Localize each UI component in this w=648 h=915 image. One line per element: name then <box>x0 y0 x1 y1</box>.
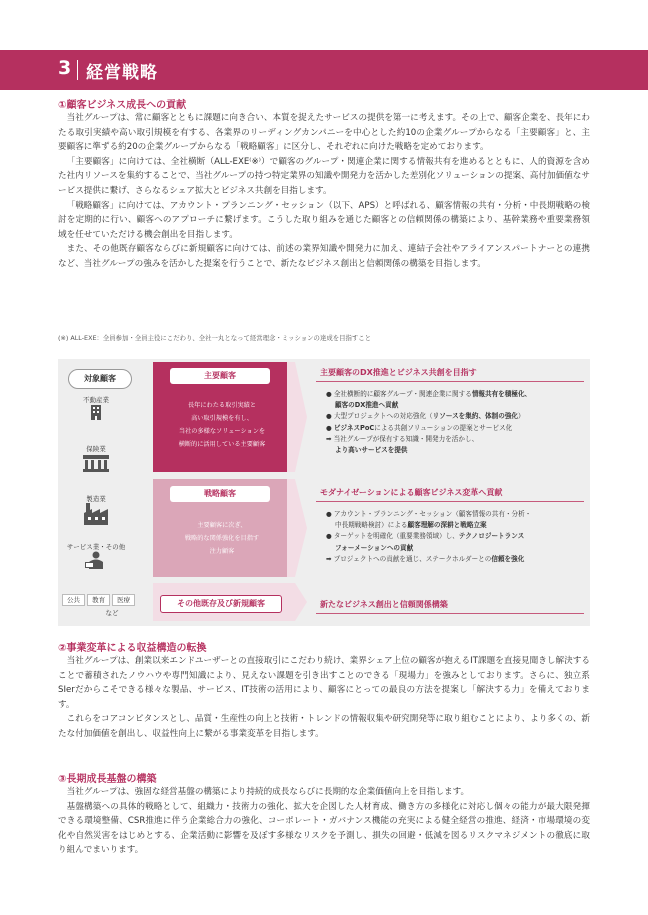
public-tags <box>62 595 152 617</box>
paragraph: 当社グループは、強固な経営基盤の構築により持続的成長ならびに長期的な企業価値向上を目指します。 <box>66 787 470 797</box>
industry-services <box>66 542 126 573</box>
bullet-text: による共創ソリューションの提案とサービス化 <box>374 423 513 432</box>
factory-icon <box>84 503 108 525</box>
target-customers-label: 対象顧客 <box>68 369 132 389</box>
paragraph: 「主要顧客」に向けては、全社横断（ALL-EXE⁽※⁾）で顧客のグループ・関連企業に関する情報共有を進めるとともに、人的資源を含めた社内リソースを集約することで、当社グループの持つ特定業界の知識や開発力を活かした差別化ソリューションの提案、高付加価値なサービス提供に繋げ、さらなるシェア拡大とビジネス共創を目指します。 <box>58 156 590 196</box>
strategic-strategy-heading: モダナイゼーションによる顧客ビジネス変革へ貢献 <box>320 488 503 497</box>
bullet-cont <box>326 543 586 554</box>
main-strategy-heading: 主要顧客のDX推進とビジネス共創を目指す <box>320 368 477 377</box>
bullet-cont <box>326 400 586 411</box>
strategic-strategy-bullets <box>326 509 586 565</box>
section-title: 経営戦略 <box>86 63 158 83</box>
strategic-customers-desc <box>156 519 288 558</box>
strategic-customers-label: 戦略顧客 <box>170 486 270 502</box>
bullet: ➡ 当社グループが保有する知識・開発力を活かし、 <box>326 434 479 443</box>
worker-icon <box>84 551 108 569</box>
bullet-emphasis: より高いサービスを提供 <box>335 446 408 455</box>
divider <box>77 60 78 80</box>
bullet-text: ターゲットを明確化（重要業務領域）し、 <box>333 532 459 541</box>
connector-arrows <box>287 362 307 621</box>
bullet-text: 全社横断的に顧客グループ・関連企業に関する <box>333 390 472 398</box>
bullet-emphasis: 情報共有を積極化、 <box>471 390 532 398</box>
bullet: ● アカウント・プランニング・セッション（顧客情報の共有・分析・ <box>326 510 532 518</box>
desc-line: 当社の多様なソリューションを <box>178 428 266 435</box>
desc-line: 横断的に活用している主要顧客 <box>178 441 266 448</box>
bullet-text: プロジェクトへの貢献を通じ、ステークホルダーとの <box>333 554 492 563</box>
section-3-heading: ③長期成長基盤の構築 <box>58 774 157 785</box>
bullet-cont <box>326 445 586 456</box>
bullet-text: 中長期戦略検討）による <box>335 521 408 530</box>
customer-strategy-diagram <box>58 359 590 626</box>
paragraph: また、その他既存顧客ならびに新規顧客に向けては、前述の業界知識や開発力に加え、連結子会社やアライアンスパートナーとの連携など、当社グループの強みを活かした提案を行うことで、新たなビジネス創出と信頼関係の構築を目指します。 <box>58 244 590 269</box>
bullet-emphasis: フォーメーションへの貢献 <box>335 543 414 552</box>
paragraph: 当社グループは、創業以来エンドユーザーとの直接取引にこだわり続け、業界シェア上位の顧客が抱えるIT課題を直接見聞きし解決することで蓄積されたノウハウや専門知識により、見えない課題を引き出すことのできる「現場力」を強みとしております。さらに、独立系SIerだからこそできる様々な製品、サービス、IT技術の活用により、顧客にとっての最良の方法を提案し「解決する力」を備えております。 <box>58 656 590 710</box>
industry-label: 不動産業 <box>83 396 109 404</box>
main-customers-label: 主要顧客 <box>170 368 270 384</box>
desc-line: 注力顧客 <box>209 548 235 555</box>
bullet-cont <box>326 520 586 531</box>
bullet-emphasis: 信頼を強化 <box>491 554 525 563</box>
divider <box>316 381 584 382</box>
section-3-body <box>58 785 590 858</box>
bullet-text: アカウント・プランニング・セッション（顧客情報の共有・分析・ <box>333 510 532 518</box>
section-2-heading: ②事業変革による収益構造の転換 <box>58 643 207 654</box>
other-strategy-heading: 新たなビジネス創出と信頼関係構築 <box>320 600 448 609</box>
industry-real-estate <box>66 395 126 424</box>
paragraph: 基盤構築への具体的戦略として、組織力・技術力の強化、拡大を企図した人材育成、働き方の多様化に対応し個々の能力が最大限発揮できる環境整備、CSR推進に伴う企業総合力の強化、コーポレート・ガバナンス機能の充実による健全経営の推進、経済・市場環境の変化や自然災害をはじめとする、企業活動に影響を及ぼす多様なリスクを予測し、損失の回避・低減を図るリスクマネジメントの徹底に取り組んでまいります。 <box>58 801 590 856</box>
bullet: ● ターゲットを明確化（重要業務領域）し、テクノロジートランス <box>326 532 525 541</box>
bullet: ● ビジネスPoCによる共創ソリューションの提案とサービス化 <box>326 423 513 432</box>
industry-label: 製造業 <box>86 495 106 503</box>
bullet-emphasis: ビジネスPoC <box>333 423 375 432</box>
divider <box>316 501 584 502</box>
industry-manufacturing <box>66 494 126 529</box>
main-strategy-bullets <box>326 389 586 456</box>
desc-line: 戦略的な関係強化を目指す <box>184 535 260 542</box>
bullet-text: 当社グループが保有する知識・開発力を活かし、 <box>333 434 479 443</box>
bullet-emphasis: 顧客のDX推進へ貢献 <box>335 401 399 410</box>
section-number: 3 <box>58 57 72 79</box>
bullet-emphasis: テクノロジートランス <box>458 532 525 541</box>
industry-label: サービス業・その他 <box>66 543 126 551</box>
divider <box>316 613 584 614</box>
other-customers-label: その他既存及び新規顧客 <box>160 595 282 613</box>
section-banner <box>0 50 648 90</box>
footnote: (※) ALL-EXE：全員参加・全員主役にこだわり、全社一丸となって経営理念・ミッションの達成を目指すこと <box>58 334 372 342</box>
bullet-emphasis: 顧客理解の深耕と戦略立案 <box>407 521 487 530</box>
desc-line: 長年にわたる取引実績と <box>187 402 257 409</box>
bank-icon <box>82 453 110 473</box>
building-icon <box>86 404 106 420</box>
tag-education: 教育 <box>87 594 110 606</box>
section-1-heading: ①顧客ビジネス成長への貢献 <box>58 100 187 111</box>
industry-insurance <box>66 444 126 477</box>
section-2-body <box>58 654 590 742</box>
industry-label: 保険業 <box>86 445 106 453</box>
bullet-text: ） <box>518 412 525 421</box>
paragraph: 当社グループは、常に顧客とともに課題に向き合い、本質を捉えたサービスの提供を第一に考えます。その上で、顧客企業を、長年にわたる取引実績や高い取引規模を有する、各業界のリーディングカンパニーを中心とした約10の企業グループからなる「主要顧客」と、主要顧客に準ずる約20の企業グループからなる「戦略顧客」に区分し、それぞれに向けた戦略を定めております。 <box>58 113 590 153</box>
paragraph: 「戦略顧客」に向けては、アカウント・プランニング・セッション（以下、APS）と呼ばれる、顧客情報の共有・分析・中長期戦略の検討を定期的に行い、顧客へのアプローチに繋げます。こうした取り組みを通じた顧客との信頼関係の構築により、基幹業務や重要業務領域を任せていただける機会創出を目指します。 <box>58 200 590 240</box>
etc-label: など <box>105 609 119 617</box>
main-customers-desc <box>156 399 288 451</box>
bullet: ● 全社横断的に顧客グループ・関連企業に関する情報共有を積極化、 <box>326 390 532 398</box>
desc-line: 高い取引規模を有し、 <box>191 415 253 422</box>
section-1-body <box>58 111 590 272</box>
bullet-text: 大型プロジェクトへの対応強化（ <box>333 412 433 421</box>
bullet: ● 大型プロジェクトへの対応強化（リソースを集約、体制の強化） <box>326 412 525 421</box>
bullet-emphasis: リソースを集約、体制の強化 <box>432 412 519 421</box>
tag-public: 公共 <box>62 594 85 606</box>
tag-medical: 医療 <box>112 594 135 606</box>
bullet: ➡ プロジェクトへの貢献を通じ、ステークホルダーとの信頼を強化 <box>326 554 525 563</box>
paragraph: これらをコアコンピタンスとし、品質・生産性の向上と技術・トレンドの情報収集や研究開発等に取り組むことにより、より多くの、新たな付加価値を創出し、収益性向上に繋がる事業変革を目指します。 <box>58 714 590 739</box>
desc-line: 主要顧客に次ぎ、 <box>197 522 247 529</box>
